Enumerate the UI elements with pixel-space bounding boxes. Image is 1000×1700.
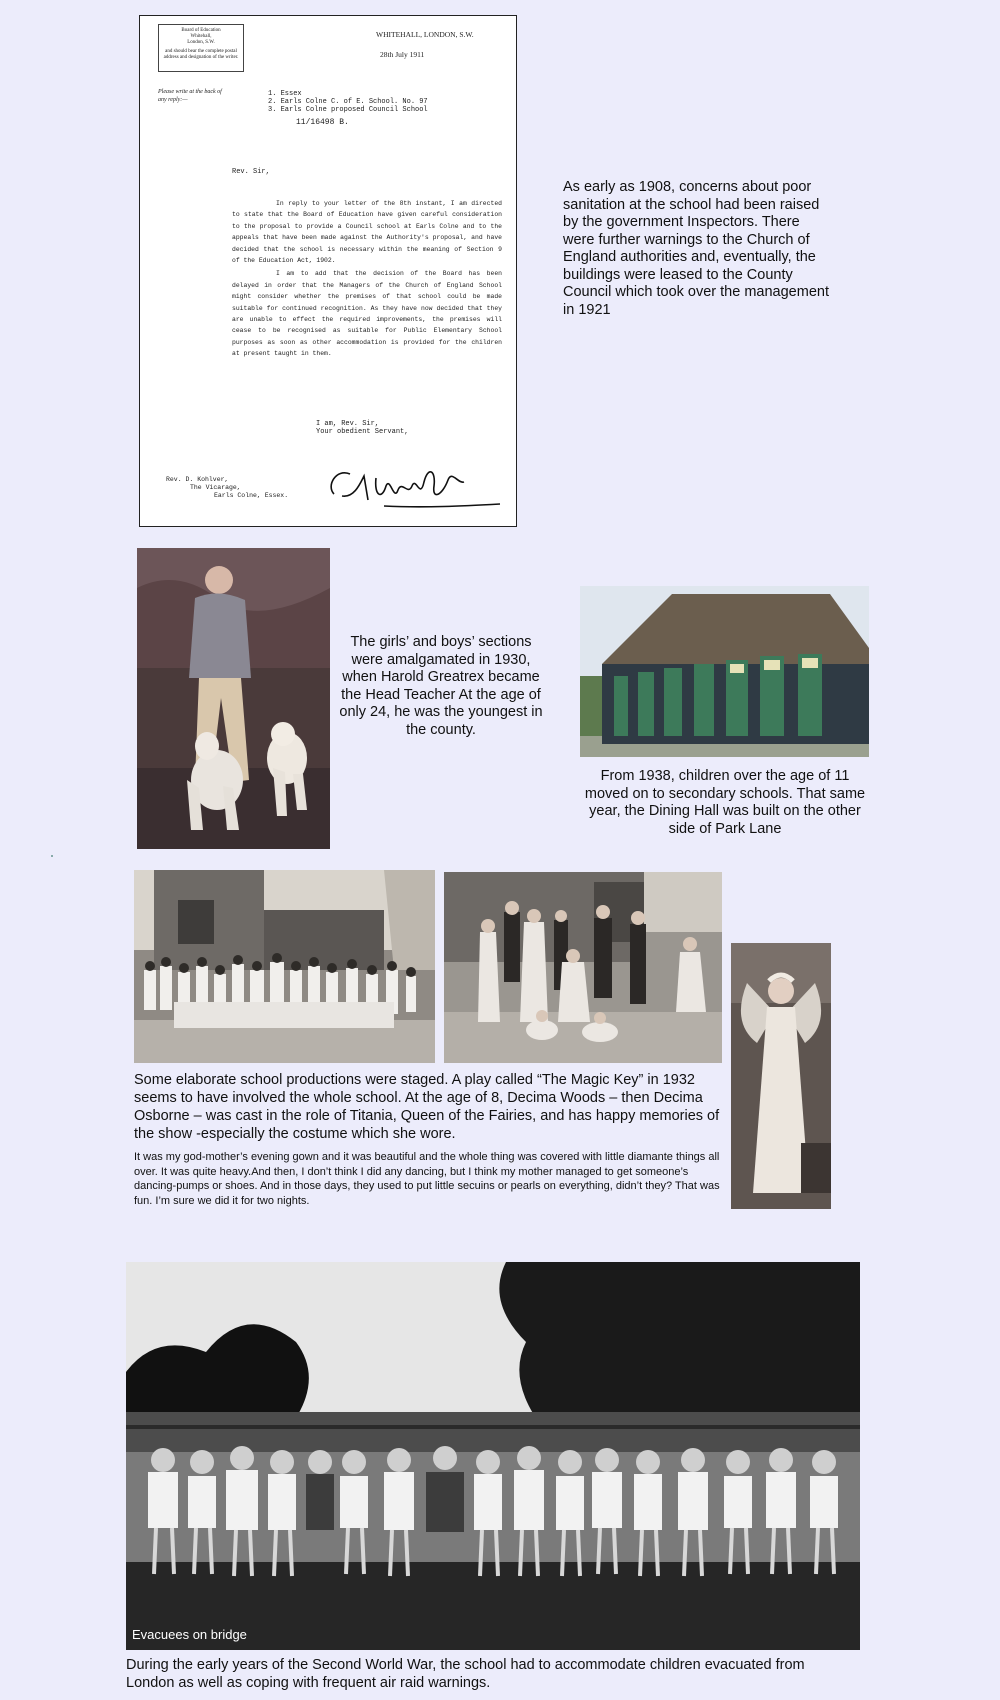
letter-salutation: Rev. Sir, bbox=[232, 168, 270, 176]
photo-fairy-costume bbox=[731, 943, 831, 1209]
addressee-line: Earls Colne, Essex. bbox=[214, 492, 289, 499]
letter-ref-number: 11/16498 B. bbox=[296, 118, 349, 127]
caption-productions: Some elaborate school productions were staged. A play called “The Magic Key” in 1932 seems to have involved the whole school. At the age of 8, Decima Woods – then Decima Osborne – was cast in the role of Titania, Queen of the Fairies, and has happy memories of the show -especially the costume which she wore. bbox=[134, 1072, 720, 1142]
letter-references bbox=[268, 90, 428, 114]
letter-paragraph: In reply to your letter of the 8th instant, I am directed to state that the Board of Education have given careful consideration to the proposal to provide a Council school at Earls Colne and to the appeals that have been made against the Authority's proposal, and have decided that the school is necessary within the meaning of Section 9 of the Education Act, 1902. bbox=[232, 200, 502, 265]
photo-evacuees-on-bridge bbox=[126, 1262, 860, 1650]
caption-amalgamated: The girls’ and boys’ sections were amalgamated in 1930, when Harold Greatrex became the Head Teacher At the age of only 24, he was the youngest in the county. bbox=[339, 634, 543, 738]
letter-date: 28th July 1911 bbox=[380, 50, 425, 59]
stamp-line: Whitehall, bbox=[190, 34, 212, 39]
letter-address: WHITEHALL, LONDON, S.W. bbox=[376, 30, 474, 39]
closing-line: Your obedient Servant, bbox=[316, 428, 409, 436]
photo-school-group bbox=[134, 870, 435, 1063]
caption-dining-hall: From 1938, children over the age of 11 moved on to secondary schools. That same year, the Dining Hall was built on the other side of Park Lane bbox=[584, 768, 866, 837]
photo-play-cast bbox=[444, 872, 722, 1063]
letter-ref: 1. Essex bbox=[268, 90, 302, 98]
letter-ref: 3. Earls Colne proposed Council School bbox=[268, 106, 428, 114]
stamp-line: London, S.W. bbox=[187, 40, 215, 45]
stamp-line: and should bear the complete postal bbox=[165, 49, 237, 54]
closing-line: I am, Rev. Sir, bbox=[316, 420, 380, 428]
stamp-line: address and designation of the writer. bbox=[163, 55, 239, 60]
caption-sanitation: As early as 1908, concerns about poor sanitation at the school had been raised by the government Inspectors. There were further warnings to the Church of England authorities and, eventually, the buildings were leased to the County Council which took over the management in 1921 bbox=[563, 179, 829, 318]
photo-label-evacuees: Evacuees on bridge bbox=[132, 1627, 247, 1642]
quote-decima: It was my god-mother’s evening gown and it was beautiful and the whole thing was covered with little diamante things all over. It was quite heavy.And then, I don’t think I did any dancing, but I think my mother managed to get someone’s dancing-pumps or shoes. And in those days, they used to put little secuins or pearls on everything, didn’t they? That was fun. I’m sure we did it for two nights. bbox=[134, 1151, 720, 1207]
stamp-line: Board of Education bbox=[181, 28, 221, 33]
letter-ref: 2. Earls Colne C. of E. School. No. 97 bbox=[268, 98, 428, 106]
letter-scan bbox=[139, 15, 517, 527]
signature bbox=[324, 456, 504, 516]
letter-addressee bbox=[166, 476, 288, 500]
letter-reply-note: Please write at the back of any reply:— bbox=[158, 89, 222, 103]
letter-closing bbox=[316, 420, 408, 436]
letter-paragraph: I am to add that the decision of the Board has been delayed in order that the Managers of the Church of England School might consider whether the premises of that school could be made suitable for continued recognition. As they have now decided that they are unable to effect the required improvements, the premises will cease to be recognised as suitable for Public Elementary School purposes as soon as other accommodation is provided for the children at present taught in them. bbox=[232, 270, 502, 358]
letterhead-stamp bbox=[158, 24, 244, 72]
caption-war: During the early years of the Second World War, the school had to accommodate children evacuated from London as well as coping with frequent air raid warnings. bbox=[126, 1657, 805, 1691]
photo-head-teacher-with-dogs bbox=[137, 548, 330, 849]
photo-dining-hall bbox=[580, 586, 869, 757]
addressee-line: The Vicarage, bbox=[190, 484, 241, 491]
letter-body bbox=[232, 198, 502, 362]
stray-dot bbox=[51, 855, 53, 857]
addressee-line: Rev. D. Kohlver, bbox=[166, 476, 229, 483]
